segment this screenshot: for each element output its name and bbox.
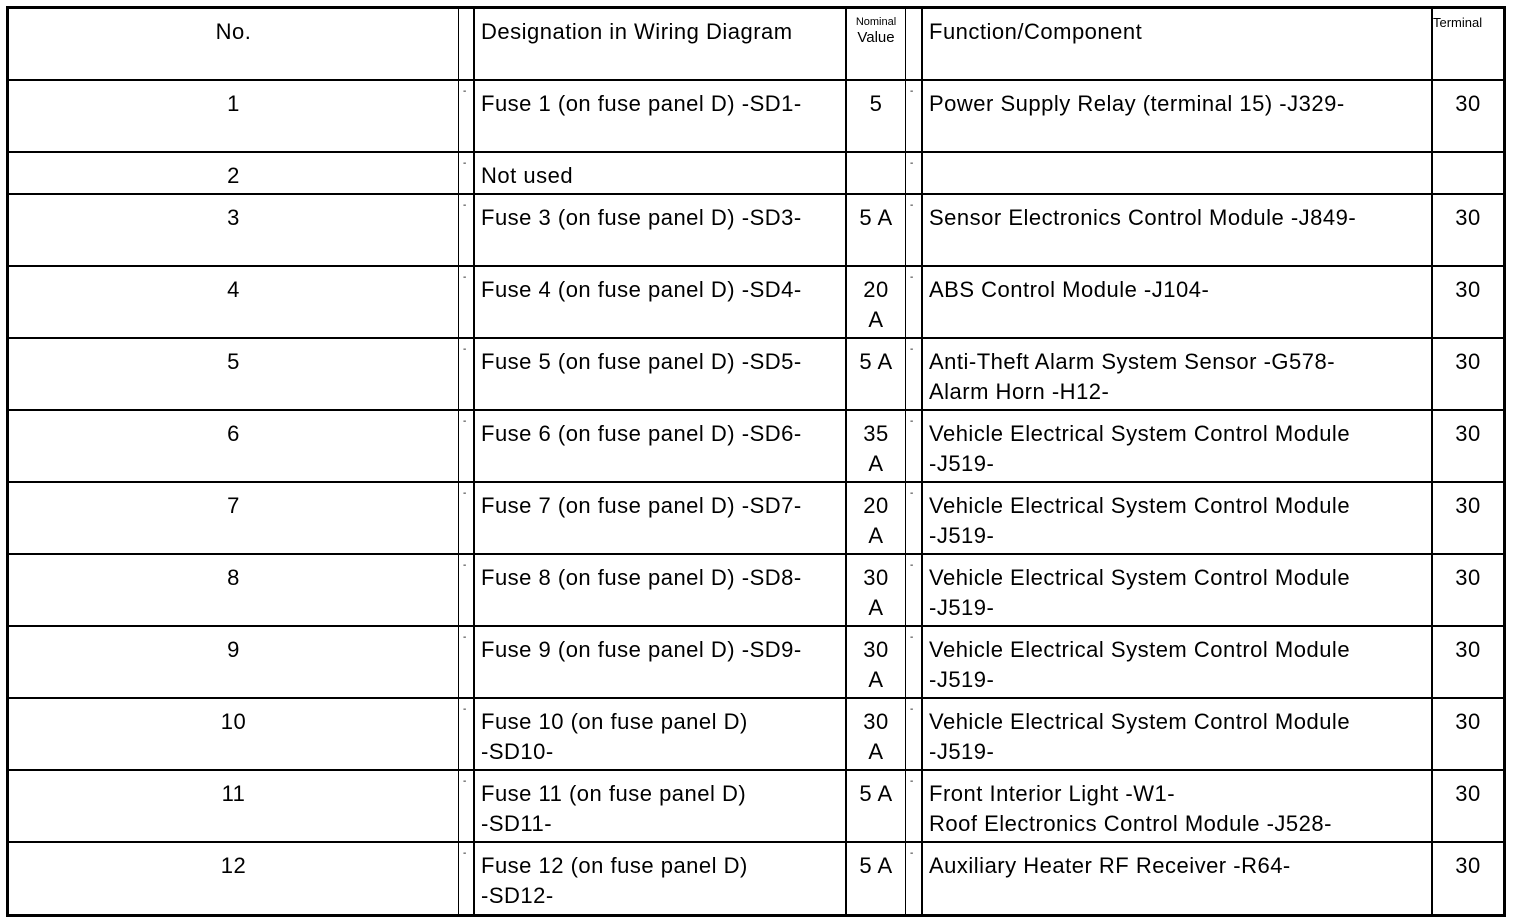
cell-terminal xyxy=(1431,153,1503,193)
spacer-cell xyxy=(458,195,473,265)
tick-mark: - xyxy=(910,272,914,283)
cell-no: 12 xyxy=(220,853,247,878)
cell-no: 10 xyxy=(220,709,247,734)
tick-mark: - xyxy=(463,776,467,787)
spacer-cell xyxy=(458,627,473,697)
cell-function xyxy=(921,483,1431,553)
spacer-cell xyxy=(905,195,921,265)
table-row xyxy=(9,771,1503,843)
spacer-cell xyxy=(458,153,473,193)
cell-function xyxy=(921,153,1431,193)
cell-nominal-value xyxy=(845,267,905,337)
cell-function xyxy=(921,411,1431,481)
cell-function-line: -J519- xyxy=(929,739,995,764)
cell-function xyxy=(921,267,1431,337)
cell-designation xyxy=(473,843,845,915)
cell-designation xyxy=(473,483,845,553)
cell-nominal-value-line: A xyxy=(868,523,884,548)
cell-nominal-value-line: 5 xyxy=(869,91,883,116)
cell-terminal: 30 xyxy=(1431,411,1503,481)
spacer-cell xyxy=(905,267,921,337)
header-designation: Designation in Wiring Diagram xyxy=(473,9,845,79)
tick-mark: - xyxy=(463,344,467,355)
cell-function-line: -J519- xyxy=(929,451,995,476)
cell-nominal-value xyxy=(845,483,905,553)
cell-designation xyxy=(473,411,845,481)
cell-designation-line: Not used xyxy=(481,163,574,188)
cell-terminal: 30 xyxy=(1431,195,1503,265)
cell-designation xyxy=(473,627,845,697)
cell-function xyxy=(921,555,1431,625)
cell-function-line: -J519- xyxy=(929,523,995,548)
spacer-cell xyxy=(905,81,921,151)
table-row xyxy=(9,411,1503,483)
header-nominal-line2: Value xyxy=(857,29,895,46)
cell-no: 3 xyxy=(227,205,240,230)
cell-terminal: 30 xyxy=(1431,483,1503,553)
cell-no: 5 xyxy=(227,349,240,374)
cell-designation-line: Fuse 5 (on fuse panel D) -SD5- xyxy=(481,349,802,374)
header-nominal-value xyxy=(845,9,905,79)
cell-function-line: -J519- xyxy=(929,595,995,620)
cell-terminal: 30 xyxy=(1431,267,1503,337)
tick-mark: - xyxy=(910,200,914,211)
cell-function-line: Roof Electronics Control Module -J528- xyxy=(929,811,1332,836)
table-row xyxy=(9,339,1503,411)
cell-function-line: Anti-Theft Alarm System Sensor -G578- xyxy=(929,349,1336,374)
spacer-cell xyxy=(458,771,473,841)
tick-mark: - xyxy=(463,632,467,643)
cell-nominal-value-line: A xyxy=(868,667,884,692)
cell-nominal-value xyxy=(845,555,905,625)
tick-mark: - xyxy=(463,704,467,715)
spacer-cell xyxy=(458,339,473,409)
tick-mark: - xyxy=(463,86,467,97)
cell-nominal-value xyxy=(845,153,905,193)
header-terminal: Terminal xyxy=(1431,9,1503,79)
table-row xyxy=(9,555,1503,627)
cell-designation xyxy=(473,81,845,151)
cell-designation-line: Fuse 9 (on fuse panel D) -SD9- xyxy=(481,637,802,662)
cell-function xyxy=(921,771,1431,841)
cell-designation xyxy=(473,267,845,337)
cell-designation-line: Fuse 11 (on fuse panel D) xyxy=(481,781,747,806)
table-row xyxy=(9,699,1503,771)
cell-function xyxy=(921,843,1431,915)
spacer-cell xyxy=(458,555,473,625)
cell-no: 9 xyxy=(227,637,240,662)
cell-nominal-value-line: 5 A xyxy=(859,781,893,806)
cell-designation xyxy=(473,153,845,193)
cell-terminal: 30 xyxy=(1431,81,1503,151)
cell-designation-line: -SD12- xyxy=(481,883,554,908)
cell-terminal: 30 xyxy=(1431,699,1503,769)
cell-nominal-value xyxy=(845,843,905,915)
table-row xyxy=(9,153,1503,195)
header-row xyxy=(9,9,1503,81)
cell-nominal-value-line: 5 A xyxy=(859,853,893,878)
cell-designation-line: Fuse 12 (on fuse panel D) xyxy=(481,853,748,878)
cell-designation-line: Fuse 10 (on fuse panel D) xyxy=(481,709,748,734)
cell-designation-line: Fuse 6 (on fuse panel D) -SD6- xyxy=(481,421,802,446)
table-row xyxy=(9,483,1503,555)
header-no: No. xyxy=(215,19,252,44)
tick-mark: - xyxy=(910,632,914,643)
cell-function-line: Vehicle Electrical System Control Module xyxy=(929,493,1351,518)
tick-mark: - xyxy=(910,776,914,787)
spacer-cell xyxy=(458,267,473,337)
cell-nominal-value-line: 30 xyxy=(863,565,889,590)
cell-function xyxy=(921,81,1431,151)
table-row xyxy=(9,843,1503,915)
cell-nominal-value xyxy=(845,339,905,409)
spacer-cell xyxy=(458,483,473,553)
cell-designation-line: Fuse 4 (on fuse panel D) -SD4- xyxy=(481,277,802,302)
tick-mark: - xyxy=(463,560,467,571)
cell-function-line: Sensor Electronics Control Module -J849- xyxy=(929,205,1357,230)
cell-nominal-value-line: 5 A xyxy=(859,205,893,230)
cell-designation-line: Fuse 3 (on fuse panel D) -SD3- xyxy=(481,205,802,230)
cell-terminal: 30 xyxy=(1431,843,1503,915)
cell-terminal: 30 xyxy=(1431,627,1503,697)
cell-nominal-value-line: A xyxy=(868,739,884,764)
tick-mark: - xyxy=(910,560,914,571)
cell-nominal-value xyxy=(845,195,905,265)
spacer-cell xyxy=(905,483,921,553)
cell-no: 2 xyxy=(227,163,240,188)
spacer-cell xyxy=(905,153,921,193)
table-row xyxy=(9,195,1503,267)
cell-function-line: Auxiliary Heater RF Receiver -R64- xyxy=(929,853,1291,878)
cell-nominal-value-line: 20 xyxy=(863,493,889,518)
cell-designation xyxy=(473,771,845,841)
cell-no: 4 xyxy=(227,277,240,302)
cell-terminal: 30 xyxy=(1431,771,1503,841)
cell-nominal-value-line: A xyxy=(868,595,884,620)
spacer-cell xyxy=(905,771,921,841)
cell-no: 8 xyxy=(227,565,240,590)
spacer-cell xyxy=(905,843,921,915)
cell-function-line: Front Interior Light -W1- xyxy=(929,781,1176,806)
cell-nominal-value-line: A xyxy=(868,307,884,332)
cell-function xyxy=(921,627,1431,697)
cell-designation xyxy=(473,699,845,769)
cell-terminal: 30 xyxy=(1431,555,1503,625)
cell-designation-line: Fuse 1 (on fuse panel D) -SD1- xyxy=(481,91,802,116)
cell-designation-line: Fuse 8 (on fuse panel D) -SD8- xyxy=(481,565,802,590)
cell-no: 11 xyxy=(221,781,246,806)
cell-designation-line: -SD11- xyxy=(481,811,553,836)
cell-function xyxy=(921,339,1431,409)
tick-mark: - xyxy=(463,488,467,499)
cell-nominal-value xyxy=(845,699,905,769)
spacer-cell xyxy=(905,339,921,409)
cell-terminal: 30 xyxy=(1431,339,1503,409)
header-nominal-line1: Nominal xyxy=(855,16,897,28)
tick-mark: - xyxy=(910,158,914,169)
cell-nominal-value-line: A xyxy=(868,451,884,476)
header-spacer xyxy=(458,9,473,79)
cell-function-line: Vehicle Electrical System Control Module xyxy=(929,565,1351,590)
cell-nominal-value-line: 30 xyxy=(863,709,889,734)
tick-mark: - xyxy=(463,848,467,859)
cell-nominal-value xyxy=(845,81,905,151)
cell-designation-line: -SD10- xyxy=(481,739,554,764)
header-function: Function/Component xyxy=(921,9,1431,79)
spacer-cell xyxy=(458,699,473,769)
cell-nominal-value-line: 5 A xyxy=(859,349,893,374)
tick-mark: - xyxy=(910,848,914,859)
spacer-cell xyxy=(905,555,921,625)
spacer-cell xyxy=(905,699,921,769)
cell-function-line: Vehicle Electrical System Control Module xyxy=(929,421,1351,446)
cell-nominal-value-line: 35 xyxy=(863,421,889,446)
tick-mark: - xyxy=(463,158,467,169)
cell-function xyxy=(921,195,1431,265)
tick-mark: - xyxy=(463,272,467,283)
spacer-cell xyxy=(458,411,473,481)
cell-function-line: ABS Control Module -J104- xyxy=(929,277,1210,302)
cell-function xyxy=(921,699,1431,769)
cell-function-line: Vehicle Electrical System Control Module xyxy=(929,709,1351,734)
cell-function-line: Power Supply Relay (terminal 15) -J329- xyxy=(929,91,1345,116)
cell-designation xyxy=(473,195,845,265)
spacer-cell xyxy=(458,843,473,915)
tick-mark: - xyxy=(910,704,914,715)
cell-nominal-value xyxy=(845,411,905,481)
tick-mark: - xyxy=(463,416,467,427)
cell-function-line: Alarm Horn -H12- xyxy=(929,379,1110,404)
cell-no: 6 xyxy=(227,421,240,446)
spacer-cell xyxy=(905,411,921,481)
cell-nominal-value xyxy=(845,627,905,697)
cell-nominal-value xyxy=(845,771,905,841)
table-row xyxy=(9,627,1503,699)
tick-mark: - xyxy=(910,488,914,499)
cell-designation-line: Fuse 7 (on fuse panel D) -SD7- xyxy=(481,493,802,518)
cell-designation xyxy=(473,555,845,625)
tick-mark: - xyxy=(910,344,914,355)
cell-nominal-value-line: 30 xyxy=(863,637,889,662)
cell-no: 1 xyxy=(227,91,240,116)
fuse-table xyxy=(6,6,1506,917)
cell-no: 7 xyxy=(227,493,240,518)
spacer-cell xyxy=(905,627,921,697)
spacer-cell xyxy=(458,81,473,151)
tick-mark: - xyxy=(463,200,467,211)
tick-mark: - xyxy=(910,416,914,427)
tick-mark: - xyxy=(910,86,914,97)
cell-designation xyxy=(473,339,845,409)
cell-function-line: Vehicle Electrical System Control Module xyxy=(929,637,1351,662)
header-spacer xyxy=(905,9,921,79)
table-row xyxy=(9,81,1503,153)
cell-nominal-value-line: 20 xyxy=(863,277,889,302)
table-row xyxy=(9,267,1503,339)
cell-function-line: -J519- xyxy=(929,667,995,692)
